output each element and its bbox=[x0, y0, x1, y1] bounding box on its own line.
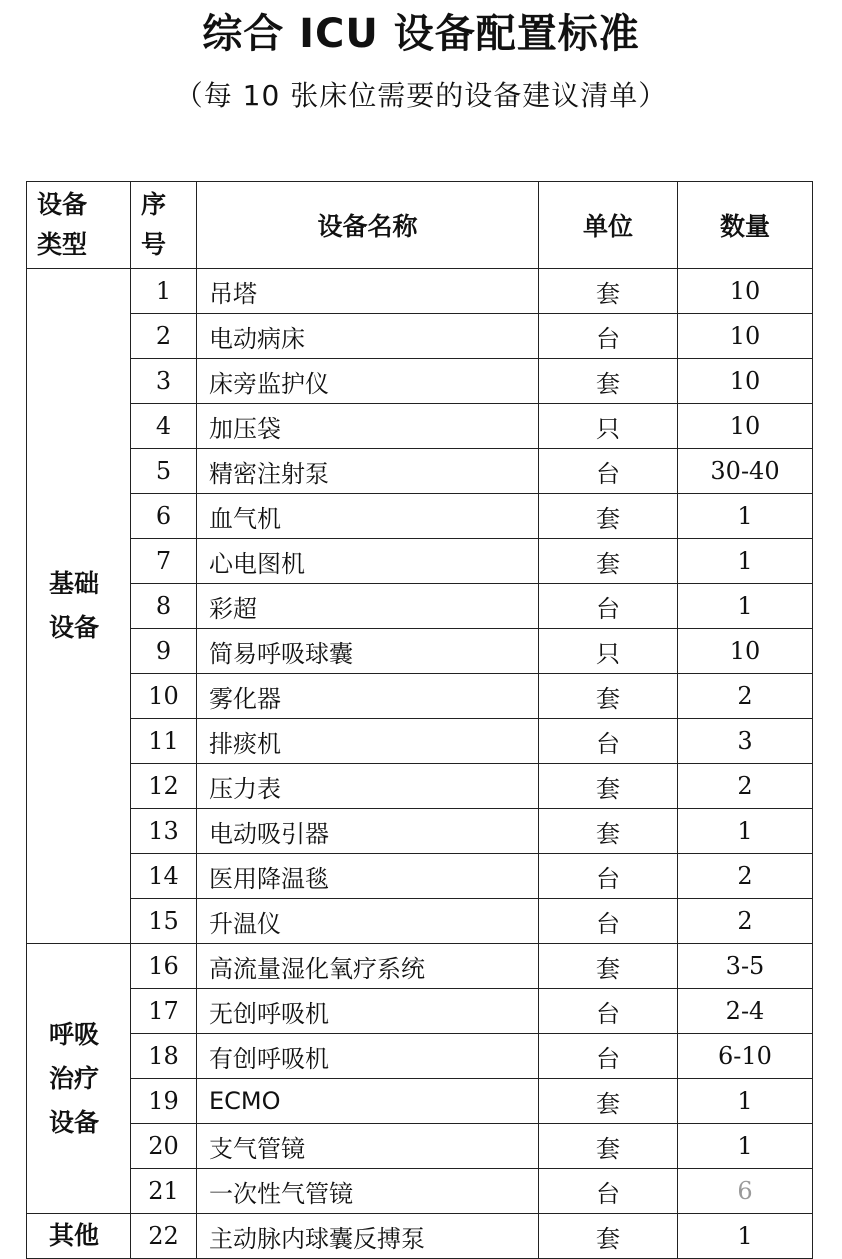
row-qty: 10 bbox=[678, 359, 813, 404]
row-no: 6 bbox=[131, 494, 197, 539]
table-row bbox=[27, 989, 813, 1034]
row-name: 电动病床 bbox=[197, 314, 539, 359]
row-qty: 2 bbox=[678, 899, 813, 944]
row-unit: 套 bbox=[539, 1079, 678, 1124]
page-subtitle: （每 10 张床位需要的设备建议清单） bbox=[174, 79, 668, 112]
row-qty: 1 bbox=[678, 494, 813, 539]
row-qty: 6 bbox=[678, 1169, 813, 1214]
row-no: 16 bbox=[131, 944, 197, 989]
category-other-line1: 其他 bbox=[49, 1221, 100, 1250]
table-row bbox=[27, 854, 813, 899]
table-row bbox=[27, 1169, 813, 1214]
header-no-line2: 号 bbox=[141, 230, 167, 259]
table-row bbox=[27, 449, 813, 494]
row-qty: 3 bbox=[678, 719, 813, 764]
row-no: 11 bbox=[131, 719, 197, 764]
header-qty: 数量 bbox=[678, 182, 813, 269]
row-no: 15 bbox=[131, 899, 197, 944]
row-no: 14 bbox=[131, 854, 197, 899]
table-row bbox=[27, 944, 813, 989]
table-row bbox=[27, 719, 813, 764]
row-unit: 只 bbox=[539, 629, 678, 674]
row-no: 19 bbox=[131, 1079, 197, 1124]
table-row bbox=[27, 1034, 813, 1079]
table-row bbox=[27, 494, 813, 539]
header-type bbox=[27, 182, 131, 269]
row-qty: 10 bbox=[678, 404, 813, 449]
row-unit: 套 bbox=[539, 1124, 678, 1169]
row-name: 雾化器 bbox=[197, 674, 539, 719]
row-name: 无创呼吸机 bbox=[197, 989, 539, 1034]
row-no: 3 bbox=[131, 359, 197, 404]
row-name: 主动脉内球囊反搏泵 bbox=[197, 1214, 539, 1259]
table-row bbox=[27, 674, 813, 719]
row-no: 8 bbox=[131, 584, 197, 629]
row-name: ECMO bbox=[197, 1079, 539, 1124]
row-qty: 1 bbox=[678, 539, 813, 584]
row-unit: 套 bbox=[539, 809, 678, 854]
category-respiratory bbox=[27, 944, 131, 1214]
category-basic-line2: 设备 bbox=[49, 613, 100, 642]
page-title: 综合 ICU 设备配置标准 bbox=[202, 11, 640, 57]
row-unit: 套 bbox=[539, 494, 678, 539]
row-unit: 套 bbox=[539, 359, 678, 404]
row-qty: 3-5 bbox=[678, 944, 813, 989]
table-row bbox=[27, 899, 813, 944]
table-row bbox=[27, 764, 813, 809]
row-no: 9 bbox=[131, 629, 197, 674]
table-row bbox=[27, 809, 813, 854]
row-name: 心电图机 bbox=[197, 539, 539, 584]
row-unit: 只 bbox=[539, 404, 678, 449]
row-no: 21 bbox=[131, 1169, 197, 1214]
row-unit: 台 bbox=[539, 314, 678, 359]
row-no: 13 bbox=[131, 809, 197, 854]
row-name: 排痰机 bbox=[197, 719, 539, 764]
row-unit: 台 bbox=[539, 719, 678, 764]
row-qty: 2 bbox=[678, 854, 813, 899]
row-name: 医用降温毯 bbox=[197, 854, 539, 899]
row-qty: 1 bbox=[678, 809, 813, 854]
table-header-row bbox=[27, 182, 813, 269]
row-unit: 套 bbox=[539, 764, 678, 809]
header-type-line2: 类型 bbox=[37, 230, 88, 259]
header-unit: 单位 bbox=[539, 182, 678, 269]
table-row bbox=[27, 269, 813, 314]
category-basic bbox=[27, 269, 131, 944]
row-no: 18 bbox=[131, 1034, 197, 1079]
row-name: 有创呼吸机 bbox=[197, 1034, 539, 1079]
row-no: 22 bbox=[131, 1214, 197, 1259]
row-qty: 30-40 bbox=[678, 449, 813, 494]
row-name: 床旁监护仪 bbox=[197, 359, 539, 404]
row-no: 5 bbox=[131, 449, 197, 494]
row-qty: 1 bbox=[678, 584, 813, 629]
row-no: 7 bbox=[131, 539, 197, 584]
table-row bbox=[27, 1214, 813, 1259]
row-no: 4 bbox=[131, 404, 197, 449]
row-qty: 2 bbox=[678, 764, 813, 809]
row-unit: 套 bbox=[539, 1214, 678, 1259]
row-unit: 台 bbox=[539, 1169, 678, 1214]
table-row bbox=[27, 404, 813, 449]
row-name: 支气管镜 bbox=[197, 1124, 539, 1169]
row-name: 血气机 bbox=[197, 494, 539, 539]
row-unit: 台 bbox=[539, 899, 678, 944]
row-unit: 台 bbox=[539, 449, 678, 494]
row-no: 20 bbox=[131, 1124, 197, 1169]
row-unit: 套 bbox=[539, 944, 678, 989]
row-unit: 套 bbox=[539, 674, 678, 719]
row-qty: 10 bbox=[678, 269, 813, 314]
row-qty: 2-4 bbox=[678, 989, 813, 1034]
equipment-table bbox=[26, 181, 813, 1259]
row-name: 简易呼吸球囊 bbox=[197, 629, 539, 674]
row-name: 一次性气管镜 bbox=[197, 1169, 539, 1214]
table-row bbox=[27, 1079, 813, 1124]
row-unit: 台 bbox=[539, 854, 678, 899]
row-name: 压力表 bbox=[197, 764, 539, 809]
row-no: 2 bbox=[131, 314, 197, 359]
category-respiratory-line1: 呼吸 bbox=[49, 1019, 100, 1049]
header-no bbox=[131, 182, 197, 269]
row-name: 彩超 bbox=[197, 584, 539, 629]
row-name: 加压袋 bbox=[197, 404, 539, 449]
row-unit: 套 bbox=[539, 269, 678, 314]
row-unit: 台 bbox=[539, 584, 678, 629]
row-qty: 1 bbox=[678, 1214, 813, 1259]
category-other bbox=[27, 1214, 131, 1259]
row-name: 升温仪 bbox=[197, 899, 539, 944]
table-row bbox=[27, 1124, 813, 1169]
row-unit: 台 bbox=[539, 1034, 678, 1079]
row-name: 电动吸引器 bbox=[197, 809, 539, 854]
row-qty: 10 bbox=[678, 629, 813, 674]
header-type-line1: 设备 bbox=[37, 190, 88, 219]
row-qty: 10 bbox=[678, 314, 813, 359]
row-name: 精密注射泵 bbox=[197, 449, 539, 494]
row-no: 10 bbox=[131, 674, 197, 719]
table-row bbox=[27, 629, 813, 674]
row-qty: 6-10 bbox=[678, 1034, 813, 1079]
row-qty: 1 bbox=[678, 1124, 813, 1169]
row-name: 吊塔 bbox=[197, 269, 539, 314]
category-respiratory-line3: 设备 bbox=[49, 1107, 100, 1137]
table-row bbox=[27, 359, 813, 404]
category-respiratory-line2: 治疗 bbox=[49, 1063, 100, 1093]
row-unit: 套 bbox=[539, 539, 678, 584]
row-no: 17 bbox=[131, 989, 197, 1034]
header-no-line1: 序 bbox=[141, 190, 167, 219]
header-name: 设备名称 bbox=[197, 182, 539, 269]
row-unit: 台 bbox=[539, 989, 678, 1034]
category-basic-line1: 基础 bbox=[49, 569, 100, 598]
row-no: 12 bbox=[131, 764, 197, 809]
row-qty: 1 bbox=[678, 1079, 813, 1124]
table-row bbox=[27, 539, 813, 584]
row-no: 1 bbox=[131, 269, 197, 314]
table-row bbox=[27, 314, 813, 359]
table-row bbox=[27, 584, 813, 629]
row-name: 高流量湿化氧疗系统 bbox=[197, 944, 539, 989]
row-qty: 2 bbox=[678, 674, 813, 719]
